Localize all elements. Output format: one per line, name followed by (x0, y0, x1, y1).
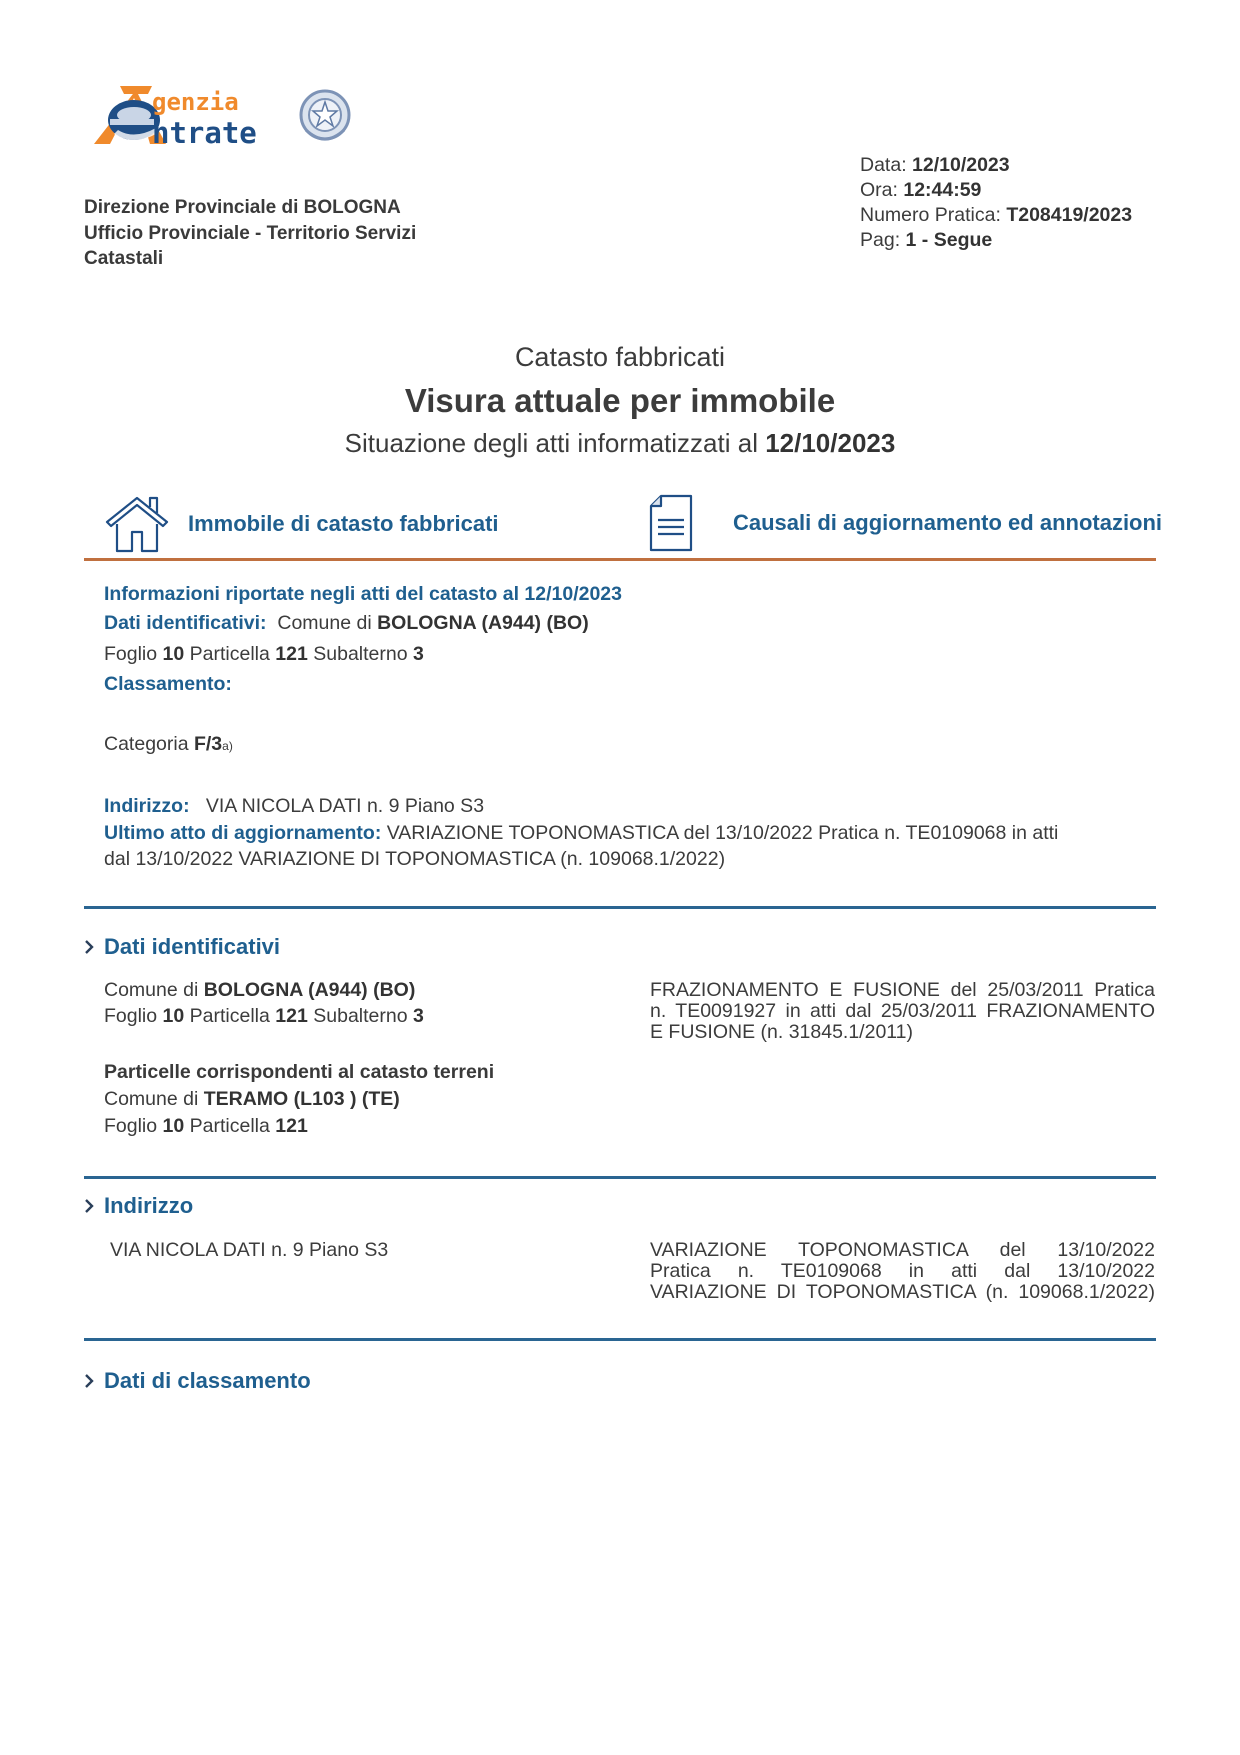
meta-data-value: 12/10/2023 (912, 154, 1010, 176)
section-dati-identificativi-header[interactable] (84, 934, 280, 960)
di-comune-value: BOLOGNA (A944) (BO) (203, 979, 416, 1001)
summary-categoria-value: F/3 (193, 733, 223, 755)
summary-indirizzo (104, 794, 484, 818)
summary-categoria (104, 732, 233, 758)
logo-word-genzia: genzia (152, 88, 239, 116)
summary-particella-label: Particella (184, 643, 276, 665)
meta-data-label: Data: (860, 154, 913, 176)
ind-note-line-1: VARIAZIONE TOPONOMASTICA del 13/10/2022 (650, 1239, 1155, 1261)
office-block (84, 195, 416, 272)
di-foglio (104, 1004, 424, 1028)
di-terreni-foglio-label: Foglio (104, 1115, 163, 1137)
di-foglio-label: Foglio (104, 1005, 163, 1027)
situation-line (0, 428, 1240, 459)
di-comune-prefix: Comune di (104, 979, 204, 1001)
section-indirizzo-title: Indirizzo (104, 1193, 194, 1218)
summary-ultimo-line-1 (104, 821, 1058, 845)
section-indirizzo-header[interactable] (84, 1193, 193, 1219)
summary-dati-prefix: Comune di (277, 612, 378, 634)
di-subalterno-value: 3 (412, 1005, 424, 1027)
document-meta (860, 153, 1132, 253)
office-line-1 (84, 195, 416, 221)
orange-divider (84, 558, 1156, 561)
summary-subalterno-value: 3 (412, 643, 424, 665)
section-classamento-title: Dati di classamento (104, 1368, 311, 1393)
summary-foglio-value: 10 (162, 643, 185, 665)
di-comune (104, 978, 415, 1002)
summary-particella-value: 121 (275, 643, 308, 665)
summary-ultimo-text-1: VARIAZIONE TOPONOMASTICA del 13/10/2022 Pratica n. TE0109068 in atti (381, 822, 1059, 844)
summary-ultimo-line-2: dal 13/10/2022 VARIAZIONE DI TOPONOMASTICA (n. 109068.1/2022) (104, 848, 726, 870)
summary-categoria-label: Categoria (104, 733, 194, 755)
office-prefix: Direzione Provinciale di (84, 197, 304, 218)
ind-note-line-2: Pratica n. TE0109068 in atti dal 13/10/2022 (650, 1260, 1155, 1282)
ind-note-line-3: VARIAZIONE DI TOPONOMASTICA (n. 109068.1/2022) (650, 1281, 1155, 1303)
nav-causali[interactable] (647, 494, 1162, 552)
di-particella-label: Particella (184, 1005, 276, 1027)
meta-pag-value: 1 - Segue (905, 229, 993, 251)
summary-categoria-note: a) (222, 739, 233, 753)
meta-pratica-value: T208419/2023 (1006, 204, 1133, 226)
meta-pag (860, 228, 1132, 253)
meta-data (860, 153, 1132, 178)
nav-causali-label: Causali di aggiornamento ed annotazioni (733, 510, 1163, 535)
chevron-right-icon (84, 1373, 95, 1389)
di-note-line-3: E FUSIONE (n. 31845.1/2011) (650, 1021, 914, 1043)
di-note-line-2: n. TE0091927 in atti dal 25/03/2011 FRAZIONAMENTO (650, 1000, 1155, 1022)
nav-immobile[interactable] (104, 494, 499, 554)
meta-pratica (860, 203, 1132, 228)
section-classamento-header[interactable] (84, 1368, 311, 1394)
situation-date: 12/10/2023 (765, 428, 896, 458)
office-line-3: Catastali (84, 248, 164, 269)
summary-classamento-label: Classamento: (104, 673, 232, 695)
summary-heading: Informazioni riportate negli atti del catasto al 12/10/2023 (104, 583, 622, 605)
chevron-right-icon (84, 939, 95, 955)
summary-ultimo-label: Ultimo atto di aggiornamento: (104, 822, 382, 844)
summary-subalterno-label: Subalterno (307, 643, 413, 665)
document-subtitle: Catasto fabbricati (514, 342, 726, 372)
meta-ora-label: Ora: (860, 179, 904, 201)
blue-divider-3 (84, 1338, 1156, 1341)
summary-dati (104, 611, 589, 635)
meta-pratica-label: Numero Pratica: (860, 204, 1007, 226)
italian-republic-emblem-icon (296, 86, 354, 148)
summary-foglio-label: Foglio (104, 643, 163, 665)
meta-pag-label: Pag: (860, 229, 906, 251)
document-icon (647, 494, 695, 552)
di-terreni-particella-label: Particella (184, 1115, 276, 1137)
situation-prefix: Situazione degli atti informatizzati al (344, 428, 766, 458)
agenzia-entrate-logo (90, 82, 360, 154)
summary-dati-comune: BOLOGNA (A944) (BO) (377, 612, 589, 634)
ind-value: VIA NICOLA DATI n. 9 Piano S3 (110, 1239, 389, 1261)
di-note (650, 980, 1155, 1043)
di-terreni-comune (104, 1087, 400, 1111)
blue-divider-2 (84, 1176, 1156, 1179)
office-city: BOLOGNA (303, 197, 401, 218)
chevron-right-icon (84, 1198, 95, 1214)
di-terreni-heading: Particelle corrispondenti al catasto terreni (104, 1061, 495, 1083)
di-note-line-1: FRAZIONAMENTO E FUSIONE del 25/03/2011 Pratica (650, 979, 1155, 1001)
di-terreni-comune-prefix: Comune di (104, 1088, 204, 1110)
di-subalterno-label: Subalterno (307, 1005, 413, 1027)
blue-divider-1 (84, 906, 1156, 909)
ind-note (650, 1240, 1155, 1303)
summary-indirizzo-value: VIA NICOLA DATI n. 9 Piano S3 (205, 795, 485, 817)
di-terreni-comune-value: TERAMO (L103 ) (TE) (203, 1088, 400, 1110)
di-terreni-foglio (104, 1114, 308, 1138)
di-terreni-particella-value: 121 (275, 1115, 308, 1137)
summary-dati-label: Dati identificativi: (104, 612, 267, 634)
nav-immobile-label: Immobile di catasto fabbricati (188, 511, 499, 536)
logo-word-ntrate: ntrate (152, 116, 257, 150)
meta-ora-value: 12:44:59 (903, 179, 982, 201)
summary-indirizzo-label: Indirizzo: (104, 795, 190, 817)
summary-foglio (104, 642, 424, 666)
di-foglio-value: 10 (162, 1005, 185, 1027)
meta-ora (860, 178, 1132, 203)
house-icon (104, 494, 170, 554)
document-title: Visura attuale per immobile (404, 382, 836, 419)
di-particella-value: 121 (275, 1005, 308, 1027)
section-dati-identificativi-title: Dati identificativi (104, 934, 281, 959)
office-line-2: Ufficio Provinciale - Territorio Servizi (84, 222, 417, 244)
di-terreni-foglio-value: 10 (162, 1115, 185, 1137)
